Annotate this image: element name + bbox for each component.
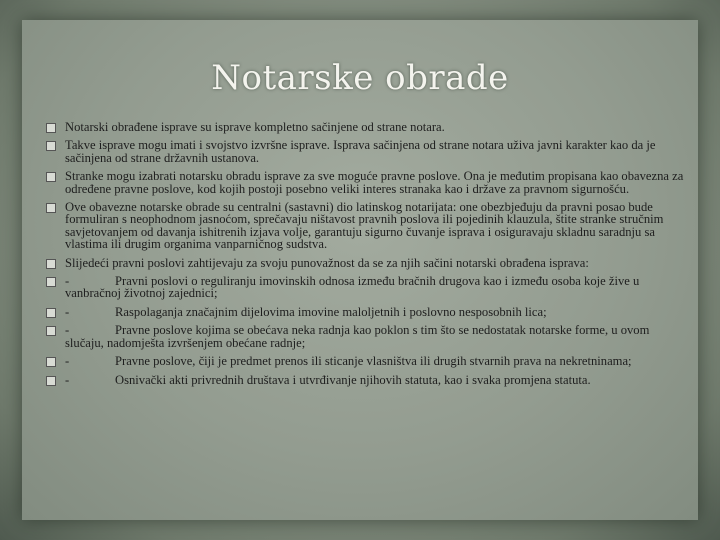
square-bullet-icon bbox=[46, 259, 56, 269]
list-item-text: Slijedeći pravni poslovi zahtijevaju za svoju punovažnost da se za njih sačini notarski obrađena isprava: bbox=[65, 255, 589, 270]
list-item-dash: - bbox=[65, 323, 70, 338]
list-item-text: Notarski obrađene isprave su isprave kompletno sačinjene od strane notara. bbox=[65, 120, 445, 134]
list-item bbox=[46, 374, 686, 386]
list-item-text: Takve isprave mogu imati i svojstvo izvršne isprave. Isprava sačinjena od strane notara uživa javni karakter kao da je sačinjena od strane državnih ustanova. bbox=[65, 138, 656, 165]
list-item bbox=[46, 355, 686, 367]
list-item bbox=[46, 257, 686, 269]
square-bullet-icon bbox=[46, 326, 56, 336]
list-item-text: Stranke mogu izabrati notarsku obradu isprave za sve moguće pravne poslove. Ona je međutim propisana kao obavezna za određene pravne poslove, kod kojih postoji posebno veliki interes stranaka kao i države za pravnom sigurnošću. bbox=[65, 169, 684, 196]
bullet-list bbox=[46, 121, 686, 392]
list-item-dash: - bbox=[65, 354, 70, 369]
list-item-dash: - bbox=[65, 372, 70, 387]
square-bullet-icon bbox=[46, 203, 56, 213]
list-item-text: Pravne poslove, čiji je predmet prenos ili sticanje vlasništva ili drugih stvarnih prava na nekretninama; bbox=[115, 354, 632, 369]
square-bullet-icon bbox=[46, 308, 56, 318]
square-bullet-icon bbox=[46, 357, 56, 367]
square-bullet-icon bbox=[46, 123, 56, 133]
list-item-text: Osnivački akti privrednih društava i utvrđivanje njihovih statuta, kao i svaka promjena statuta. bbox=[115, 372, 591, 387]
list-item-dash: - bbox=[65, 274, 70, 289]
list-item bbox=[46, 121, 686, 133]
square-bullet-icon bbox=[46, 172, 56, 182]
list-item bbox=[46, 201, 686, 251]
list-item bbox=[46, 139, 686, 164]
square-bullet-icon bbox=[46, 141, 56, 151]
slide-title: Notarske obrade bbox=[211, 58, 509, 98]
list-item bbox=[46, 324, 686, 349]
list-item bbox=[46, 170, 686, 195]
square-bullet-icon bbox=[46, 277, 56, 287]
list-item bbox=[46, 275, 686, 300]
list-item-dash: - bbox=[65, 304, 70, 319]
list-item-text: Pravne poslove kojima se obećava neka radnja kao poklon s tim što se nedostatak notarske forme, u ovom slučaju, nadomješta izvršenjem obećane radnje; bbox=[65, 323, 650, 350]
list-item-text: Pravni poslovi o reguliranju imovinskih odnosa između bračnih drugova kao i između osoba koje žive u vanbračnoj životnoj zajednici; bbox=[65, 274, 640, 301]
list-item-text: Ove obavezne notarske obrade su centralni (sastavni) dio latinskog notarijata: one obezbjeđuju da pravni posao bude formuliran s neophodnom jasnoćom, sprečavaju ništavost pravnih poslova ili pojedinih klauzula, štite stranke stručnim savjetovanjem od davanja ishitrenih izjava volje, garantuju sigurno čuvanje isprava i osiguravaju skladnu saradnju sa vlastima ili drugim organima vanparničnog sudstva. bbox=[65, 200, 664, 252]
square-bullet-icon bbox=[46, 376, 56, 386]
list-item-text: Raspolaganja značajnim dijelovima imovine maloljetnih i poslovno nesposobnih lica; bbox=[115, 304, 547, 319]
list-item bbox=[46, 306, 686, 318]
